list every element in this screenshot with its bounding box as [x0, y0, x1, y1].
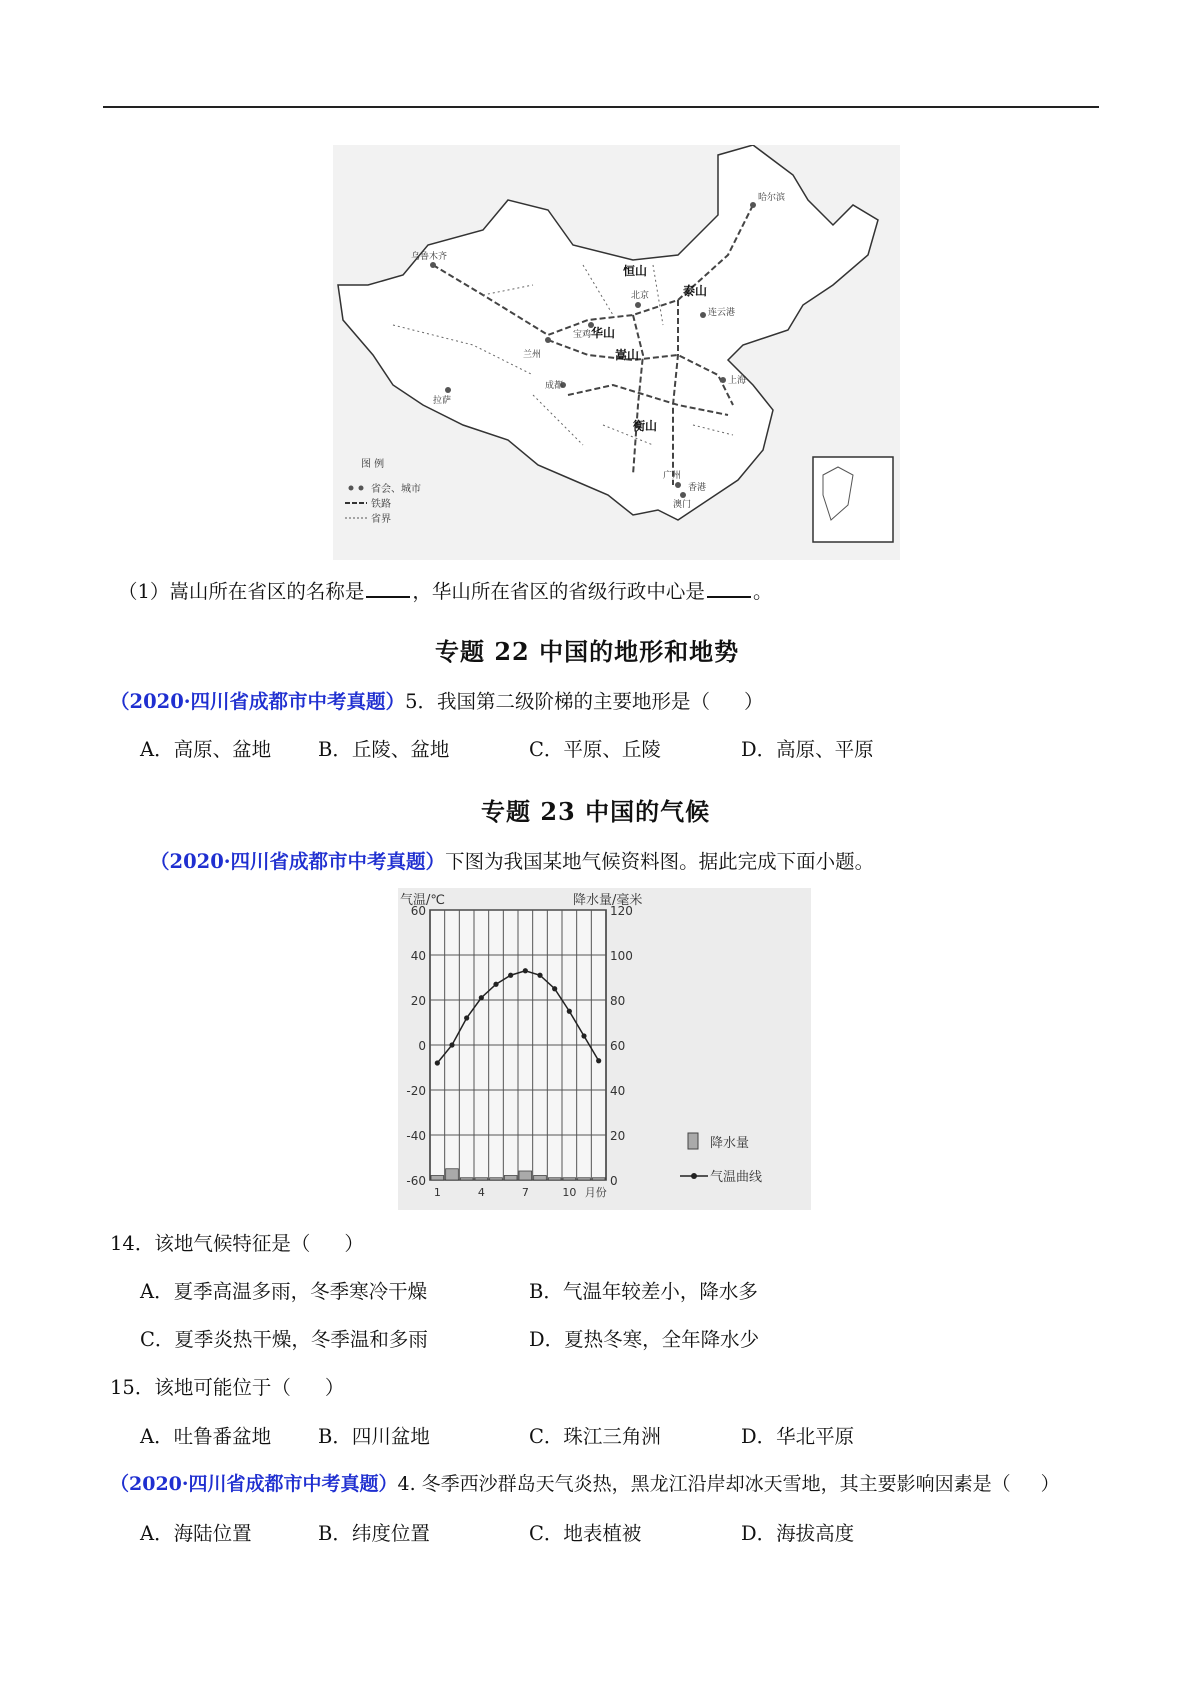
- precip-bar: [475, 1178, 488, 1180]
- legend-precip-swatch: [688, 1133, 698, 1149]
- map-city-label: 广州: [663, 471, 682, 481]
- map-city-label: 连云港: [708, 308, 736, 318]
- question-stem-end: ）: [743, 690, 764, 713]
- map-city-label: 成都: [545, 381, 564, 391]
- legend-border: 省界: [371, 514, 391, 525]
- temperature-point: [464, 1015, 469, 1020]
- map-city-label: 乌鲁木齐: [411, 252, 448, 262]
- answer-blank[interactable]: [366, 595, 410, 598]
- map-question-part: 。: [752, 580, 773, 603]
- q15-option-c[interactable]: C．珠江三角洲: [529, 1425, 661, 1448]
- x-tick: 1: [433, 1186, 441, 1199]
- temperature-point: [493, 982, 498, 987]
- question-stem-end: ）: [1040, 1473, 1060, 1495]
- precip-bar: [534, 1176, 547, 1181]
- q5-option-c[interactable]: C．平原、丘陵: [529, 738, 661, 761]
- legend-temp-label: 气温曲线: [710, 1170, 763, 1185]
- mountain-label: 嵩山: [615, 348, 640, 362]
- answer-blank[interactable]: [707, 595, 751, 598]
- y-right-label: 降水量/毫米: [573, 893, 643, 908]
- question-stem: 5．我国第二级阶梯的主要地形是（: [405, 690, 710, 713]
- x-tick: 月份: [584, 1186, 607, 1199]
- q15-option-d[interactable]: D．华北平原: [741, 1425, 855, 1448]
- q5-option-a[interactable]: A．高原、盆地: [140, 738, 272, 761]
- y-right-tick: 120: [610, 904, 633, 918]
- temperature-point: [581, 1033, 586, 1038]
- y-left-label: 气温/℃: [400, 893, 445, 908]
- y-right-tick: 0: [610, 1174, 618, 1188]
- mountain-label: 衡山: [633, 419, 658, 433]
- precip-bar: [592, 1178, 605, 1180]
- temperature-point: [508, 973, 513, 978]
- temperature-point: [552, 986, 557, 991]
- precip-bar: [460, 1178, 473, 1180]
- mountain-label: 华山: [591, 326, 616, 340]
- temperature-point: [435, 1060, 440, 1065]
- q14-option-d[interactable]: D．夏热冬寒，全年降水少: [529, 1328, 760, 1351]
- q14-option-b[interactable]: B．气温年较差小，降水多: [529, 1280, 758, 1303]
- question-stem: 4. 冬季西沙群岛天气炎热，黑龙江沿岸却冰天雪地，其主要影响因素是（: [397, 1473, 1011, 1495]
- question-stem: 14．该地气候特征是（: [110, 1232, 311, 1255]
- map-city-label: 澳门: [673, 500, 692, 510]
- y-right-tick: 60: [610, 1039, 626, 1053]
- map-city-label: 香港: [688, 483, 707, 493]
- x-tick: 4: [477, 1186, 485, 1199]
- q15-option-b[interactable]: B．四川盆地: [318, 1425, 430, 1448]
- question-14: [110, 1234, 364, 1254]
- section-23-title: 专题 23 中国的气候: [481, 797, 711, 826]
- precip-bar: [504, 1176, 517, 1181]
- south-china-sea-inset: [813, 457, 893, 542]
- map-city-label: 上海: [728, 376, 747, 386]
- q5-option-b[interactable]: B．丘陵、盆地: [318, 738, 450, 761]
- map-city-label: 拉萨: [433, 396, 452, 406]
- question-5: [110, 692, 764, 712]
- header-rule: [103, 106, 1099, 108]
- temperature-point: [596, 1058, 601, 1063]
- q4-option-c[interactable]: C．地表植被: [529, 1522, 642, 1545]
- source-label: （2020·四川省成都市中考真题）: [150, 850, 446, 873]
- map-question-part: （1）嵩山所在省区的名称是: [118, 580, 365, 603]
- y-right-tick: 100: [610, 949, 633, 963]
- y-left-tick: -40: [406, 1129, 426, 1143]
- question-4: [110, 1475, 1060, 1494]
- precip-bar: [519, 1171, 532, 1180]
- map-city-label: 兰州: [523, 350, 542, 360]
- source-label: （2020·四川省成都市中考真题）: [110, 1473, 398, 1495]
- y-left-tick: 20: [410, 994, 426, 1008]
- y-right-tick: 40: [610, 1084, 626, 1098]
- q15-option-a[interactable]: A．吐鲁番盆地: [140, 1425, 272, 1448]
- q14-option-a[interactable]: A．夏季高温多雨，冬季寒冷干燥: [140, 1280, 428, 1303]
- map-city-label: 宝鸡: [573, 330, 592, 340]
- precip-bar: [563, 1178, 576, 1180]
- x-tick: 7: [521, 1186, 529, 1199]
- mountain-label: 恒山: [623, 264, 648, 278]
- chart-grid: [430, 910, 606, 1180]
- q4-option-b[interactable]: B．纬度位置: [318, 1522, 430, 1545]
- legend-city: 省会、城市: [371, 484, 421, 495]
- question-stem-end: ）: [344, 1232, 364, 1255]
- y-left-tick: 40: [410, 949, 426, 963]
- legend-precip-label: 降水量: [710, 1136, 750, 1151]
- question-stem-end: ）: [324, 1376, 345, 1399]
- precip-bar: [548, 1178, 561, 1180]
- y-left-tick: 60: [410, 904, 426, 918]
- temperature-point: [479, 995, 484, 1000]
- climate-chart: [398, 888, 811, 1210]
- question-stem: 15．该地可能位于（: [110, 1376, 291, 1399]
- climate-intro: [150, 852, 874, 872]
- temperature-point: [523, 968, 528, 973]
- y-left-tick: 0: [418, 1039, 426, 1053]
- legend-title: 图 例: [361, 459, 385, 470]
- q4-option-a[interactable]: A．海陆位置: [140, 1522, 252, 1545]
- map-city-label: 北京: [631, 291, 650, 301]
- precip-bar: [578, 1178, 591, 1180]
- y-left-tick: -60: [406, 1174, 426, 1188]
- mountain-label: 泰山: [683, 284, 708, 298]
- q4-option-d[interactable]: D．海拔高度: [741, 1522, 855, 1545]
- legend-railway: 铁路: [371, 499, 391, 510]
- temperature-point: [537, 973, 542, 978]
- precip-bar: [431, 1176, 444, 1181]
- temperature-point: [567, 1009, 572, 1014]
- precip-bar: [446, 1169, 459, 1180]
- map-question: [118, 582, 772, 602]
- precip-bar: [490, 1178, 503, 1180]
- section-22-title: 专题 22 中国的地形和地势: [435, 637, 740, 666]
- y-right-tick: 80: [610, 994, 626, 1008]
- china-map: [333, 145, 900, 560]
- y-right-tick: 20: [610, 1129, 626, 1143]
- q14-option-c[interactable]: C．夏季炎热干燥，冬季温和多雨: [140, 1328, 428, 1351]
- temperature-point: [449, 1042, 454, 1047]
- q5-option-d[interactable]: D．高原、平原: [741, 738, 874, 761]
- x-tick: 10: [562, 1186, 577, 1199]
- map-question-part: ，华山所在省区的省级行政中心是: [412, 580, 705, 603]
- question-15: [110, 1378, 344, 1398]
- intro-text: 下图为我国某地气候资料图。据此完成下面小题。: [445, 850, 875, 873]
- y-left-tick: -20: [406, 1084, 426, 1098]
- map-city-label: 哈尔滨: [758, 193, 786, 203]
- source-label: （2020·四川省成都市中考真题）: [110, 690, 406, 713]
